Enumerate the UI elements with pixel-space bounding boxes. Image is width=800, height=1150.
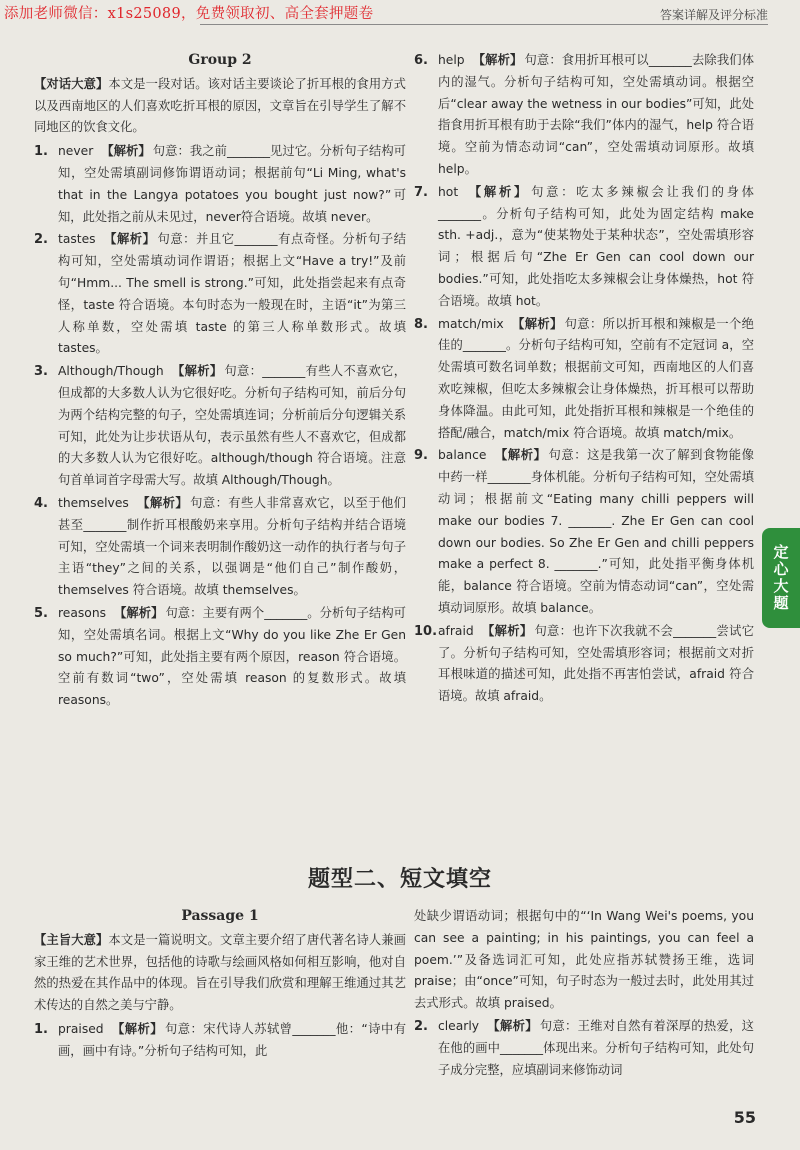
- item-answer: tastes: [58, 232, 96, 247]
- answer-item: [414, 1016, 754, 1081]
- side-tab[interactable]: 定心大题: [762, 528, 800, 628]
- section-title: 题型二、短文填空: [307, 867, 492, 892]
- answer-item: [414, 182, 754, 313]
- dialogue-summary: [34, 74, 406, 139]
- item-number: 8.: [414, 316, 428, 332]
- item-explanation: 句意：王维对自然有着深厚的热爱，这在他的画中_______体现出来。分析句子结构可知，此处句子成分完整，应填副词来修饰动词: [438, 1018, 754, 1077]
- item-answer: hot: [438, 184, 459, 199]
- summary-tag: 【对话大意】: [34, 76, 109, 91]
- summary-tag: 【主旨大意】: [34, 932, 109, 947]
- item-label: 【解析】: [101, 144, 151, 159]
- answer-item: [34, 361, 406, 492]
- item-number: 4.: [34, 495, 48, 511]
- item-answer: praised: [58, 1021, 104, 1036]
- item-label: 【解析】: [114, 605, 164, 620]
- passage-title: Passage 1: [181, 908, 259, 924]
- summary-text: 本文是一段对话。该对话主要谈论了折耳根的食用方式以及西南地区的人们喜欢吃折耳根的原因，文章旨在引导学生了解不同地区的饮食文化。: [34, 76, 406, 135]
- item-text: [438, 445, 754, 619]
- passage-right-column: [414, 906, 754, 1082]
- header-rule: [200, 24, 768, 25]
- item-text: [58, 493, 406, 602]
- item-label: 【解析】: [487, 1018, 538, 1033]
- item-explanation: 句意：也许下次我就不会_______尝试它了。分析句子结构可知，空处需填形容词；根据前文对折耳根味道的描述可知，此处指不再害怕尝试，afraid 符合语境。故填 afraid。: [438, 623, 754, 704]
- answer-item: [414, 314, 754, 445]
- item-text: [58, 1019, 406, 1063]
- item-text: [58, 141, 406, 228]
- item-explanation: 句意：宋代诗人苏轼曾_______他：“诗中有画，画中有诗。”分析句子结构可知，此: [58, 1021, 406, 1058]
- item-explanation: 句意：食用折耳根可以_______去除我们体内的湿气。分析句子结构可知，空处需填动词。根据空后“clear away the wetness in our bodies”可知，此处指食用折耳根有助于去除“我们”体内的湿气，help 符合语境。空前为情态动词“can”，空处需填动词原形。故填 help。: [438, 53, 754, 176]
- item-label: 【解析】: [466, 184, 530, 199]
- passage-summary: [34, 930, 406, 1017]
- item-text: [438, 1016, 754, 1081]
- item-label: 【解析】: [511, 316, 563, 331]
- item-number: 2.: [414, 1018, 428, 1034]
- item-answer: help: [438, 53, 465, 67]
- page-header: 答案详解及评分标准: [659, 8, 768, 22]
- item-answer: themselves: [58, 495, 129, 510]
- right-column: [414, 50, 754, 709]
- item-explanation: 句意：所以折耳根和辣椒是一个绝佳的_______。分析句子结构可知，空前有不定冠词 a，空处需填可数名词单数；根据前文可知，西南地区的人们喜欢吃辣椒，但吃太多辣椒会让身体燥热，折耳根可以帮助身体降温。由此可知，此处指折耳根和辣椒是一个绝佳的搭配/融合，match/mix 符合语境。故填 match/mix。: [438, 316, 754, 440]
- answer-item: [414, 50, 754, 181]
- item-text: [438, 314, 754, 445]
- item-number: 7.: [414, 184, 428, 200]
- item-answer: Although/Though: [58, 364, 164, 379]
- item-number: 3.: [34, 364, 48, 380]
- item-explanation: 句意：并且它_______有点奇怪。分析句子结构可知，空处需填动词作谓语；根据上文“Have a try!”及前句“Hmm... The smell is strong.”可知，此处指尝起来有点奇怪，taste 符合语境。本句时态为一般现在时，主语“it”为第三人称单数，空处需填 taste 的第三人称单数形式。故填 tastes。: [58, 232, 406, 356]
- item-answer: clearly: [438, 1018, 480, 1033]
- item-number: 6.: [414, 53, 428, 68]
- answer-item: [414, 621, 754, 708]
- item-number: 9.: [414, 448, 428, 464]
- item-number: 1.: [34, 1021, 48, 1037]
- item-answer: reasons: [58, 605, 107, 620]
- item-explanation: 句意：这是我第一次了解到食物能像中药一样_______身体机能。分析句子结构可知，空处需填动词；根据前文“Eating many chilli peppers will make our bodies 7. _______. Zhe Er Gen can cool down our bodies. So Zhe Er Gen and chilli peppers make a perfect 8. _______.”可知，此处指平衡身体机能，balance 符合语境。空前为情态动词“can”，空处需填动词原形。故填 balance。: [438, 448, 754, 615]
- item-text: [58, 603, 406, 712]
- answer-item: [34, 1019, 406, 1063]
- item-answer: balance: [438, 448, 487, 463]
- passage-left-column: [34, 906, 406, 1064]
- item-explanation: 句意：有些人非常喜欢它，以至于他们甚至_______制作折耳根酸奶来享用。分析句子结构并结合语境可知，空处需填一个词来表明制作酸奶这一动作的执行者与句子主语“they”之间的关系，以强调是“他们自己”制作酸奶，themselves 符合语境。故填 themselves。: [58, 495, 406, 598]
- answer-item: [34, 603, 406, 712]
- item-explanation: 句意：_______有些人不喜欢它，但成都的大多数人认为它很好吃。分析句子结构可知，前后分句为两个结构完整的句子，空处需填连词；分析前后分句逻辑关系可知，此处为让步状语从句，表示虽然有些人不喜欢它，但成都的大多数人认为它很好吃。although/though 符合语境。注意句首单词首字母需大写。故填 Although/Though。: [58, 364, 406, 488]
- item-text: [438, 182, 754, 313]
- item-text: [58, 361, 406, 492]
- summary-text: 本文是一篇说明文。文章主要介绍了唐代著名诗人兼画家王维的艺术世界，包括他的诗歌与绘画风格如何相互影响，他对自然的热爱在其作品中的体现。旨在引导我们欣赏和理解王维通过其艺术传达的自然之美与宁静。: [34, 932, 406, 1013]
- item-text: [58, 229, 406, 360]
- watermark: 添加老师微信：x1s25089，免费领取初、高全套押题卷: [4, 6, 374, 22]
- answer-item: [414, 445, 754, 619]
- continued-text: 处缺少谓语动词；根据句中的“‘In Wang Wei's poems, you can see a painting; in his paintings, you can feel a poem.’”及备选词汇可知，此处应指苏轼赞扬王维，选词 praise；由“once”可知，句子时态为一般过去时，此处用其过去式形式。故填 praised。: [414, 909, 754, 1011]
- item-explanation: 句意：吃太多辣椒会让我们的身体_______。分析句子结构可知，此处为固定结构 make sth. +adj.，意为“使某物处于某种状态”，空处需填形容词；根据后句“Zhe Er Gen can cool down our bodies.”可知，此处指吃太多辣椒会让身体燥热，hot 符合语境。故填 hot。: [438, 184, 754, 308]
- item-answer: never: [58, 144, 94, 159]
- answer-item: [34, 229, 406, 360]
- item-number: 1.: [34, 144, 48, 160]
- item-label: 【解析】: [103, 232, 156, 247]
- left-column: [34, 50, 406, 713]
- item-label: 【解析】: [481, 623, 533, 638]
- item-label: 【解析】: [171, 364, 223, 379]
- item-label: 【解析】: [494, 448, 547, 463]
- page-number: 55: [733, 1108, 756, 1127]
- item-label: 【解析】: [111, 1021, 164, 1036]
- answer-item: [34, 493, 406, 602]
- item-answer: match/mix: [438, 316, 504, 331]
- item-number: 2.: [34, 232, 48, 248]
- answer-item: [34, 141, 406, 228]
- item-explanation: 句意：我之前_______见过它。分析句子结构可知，空处需填副词修饰谓语动词；根据前句“Li Ming, what's that in the Langya potatoes you bought just now?”可知，此处指之前从未见过，never符合语境。故填 never。: [58, 144, 406, 224]
- item-label: 【解析】: [472, 53, 523, 67]
- group-title: Group 2: [188, 52, 252, 68]
- item-text: [438, 50, 754, 181]
- item-answer: afraid: [438, 623, 474, 638]
- item-label: 【解析】: [136, 495, 189, 510]
- item-number: 10.: [414, 623, 438, 639]
- item-explanation: 句意：主要有两个_______。分析句子结构可知，空处需填名词。根据上文“Why do you like Zhe Er Gen so much?”可知，此处指主要有两个原因，reason 符合语境。空前有数词“two”，空处需填 reason 的复数形式。故填 reasons。: [58, 605, 406, 708]
- item-number: 5.: [34, 605, 48, 621]
- item-text: [438, 621, 754, 708]
